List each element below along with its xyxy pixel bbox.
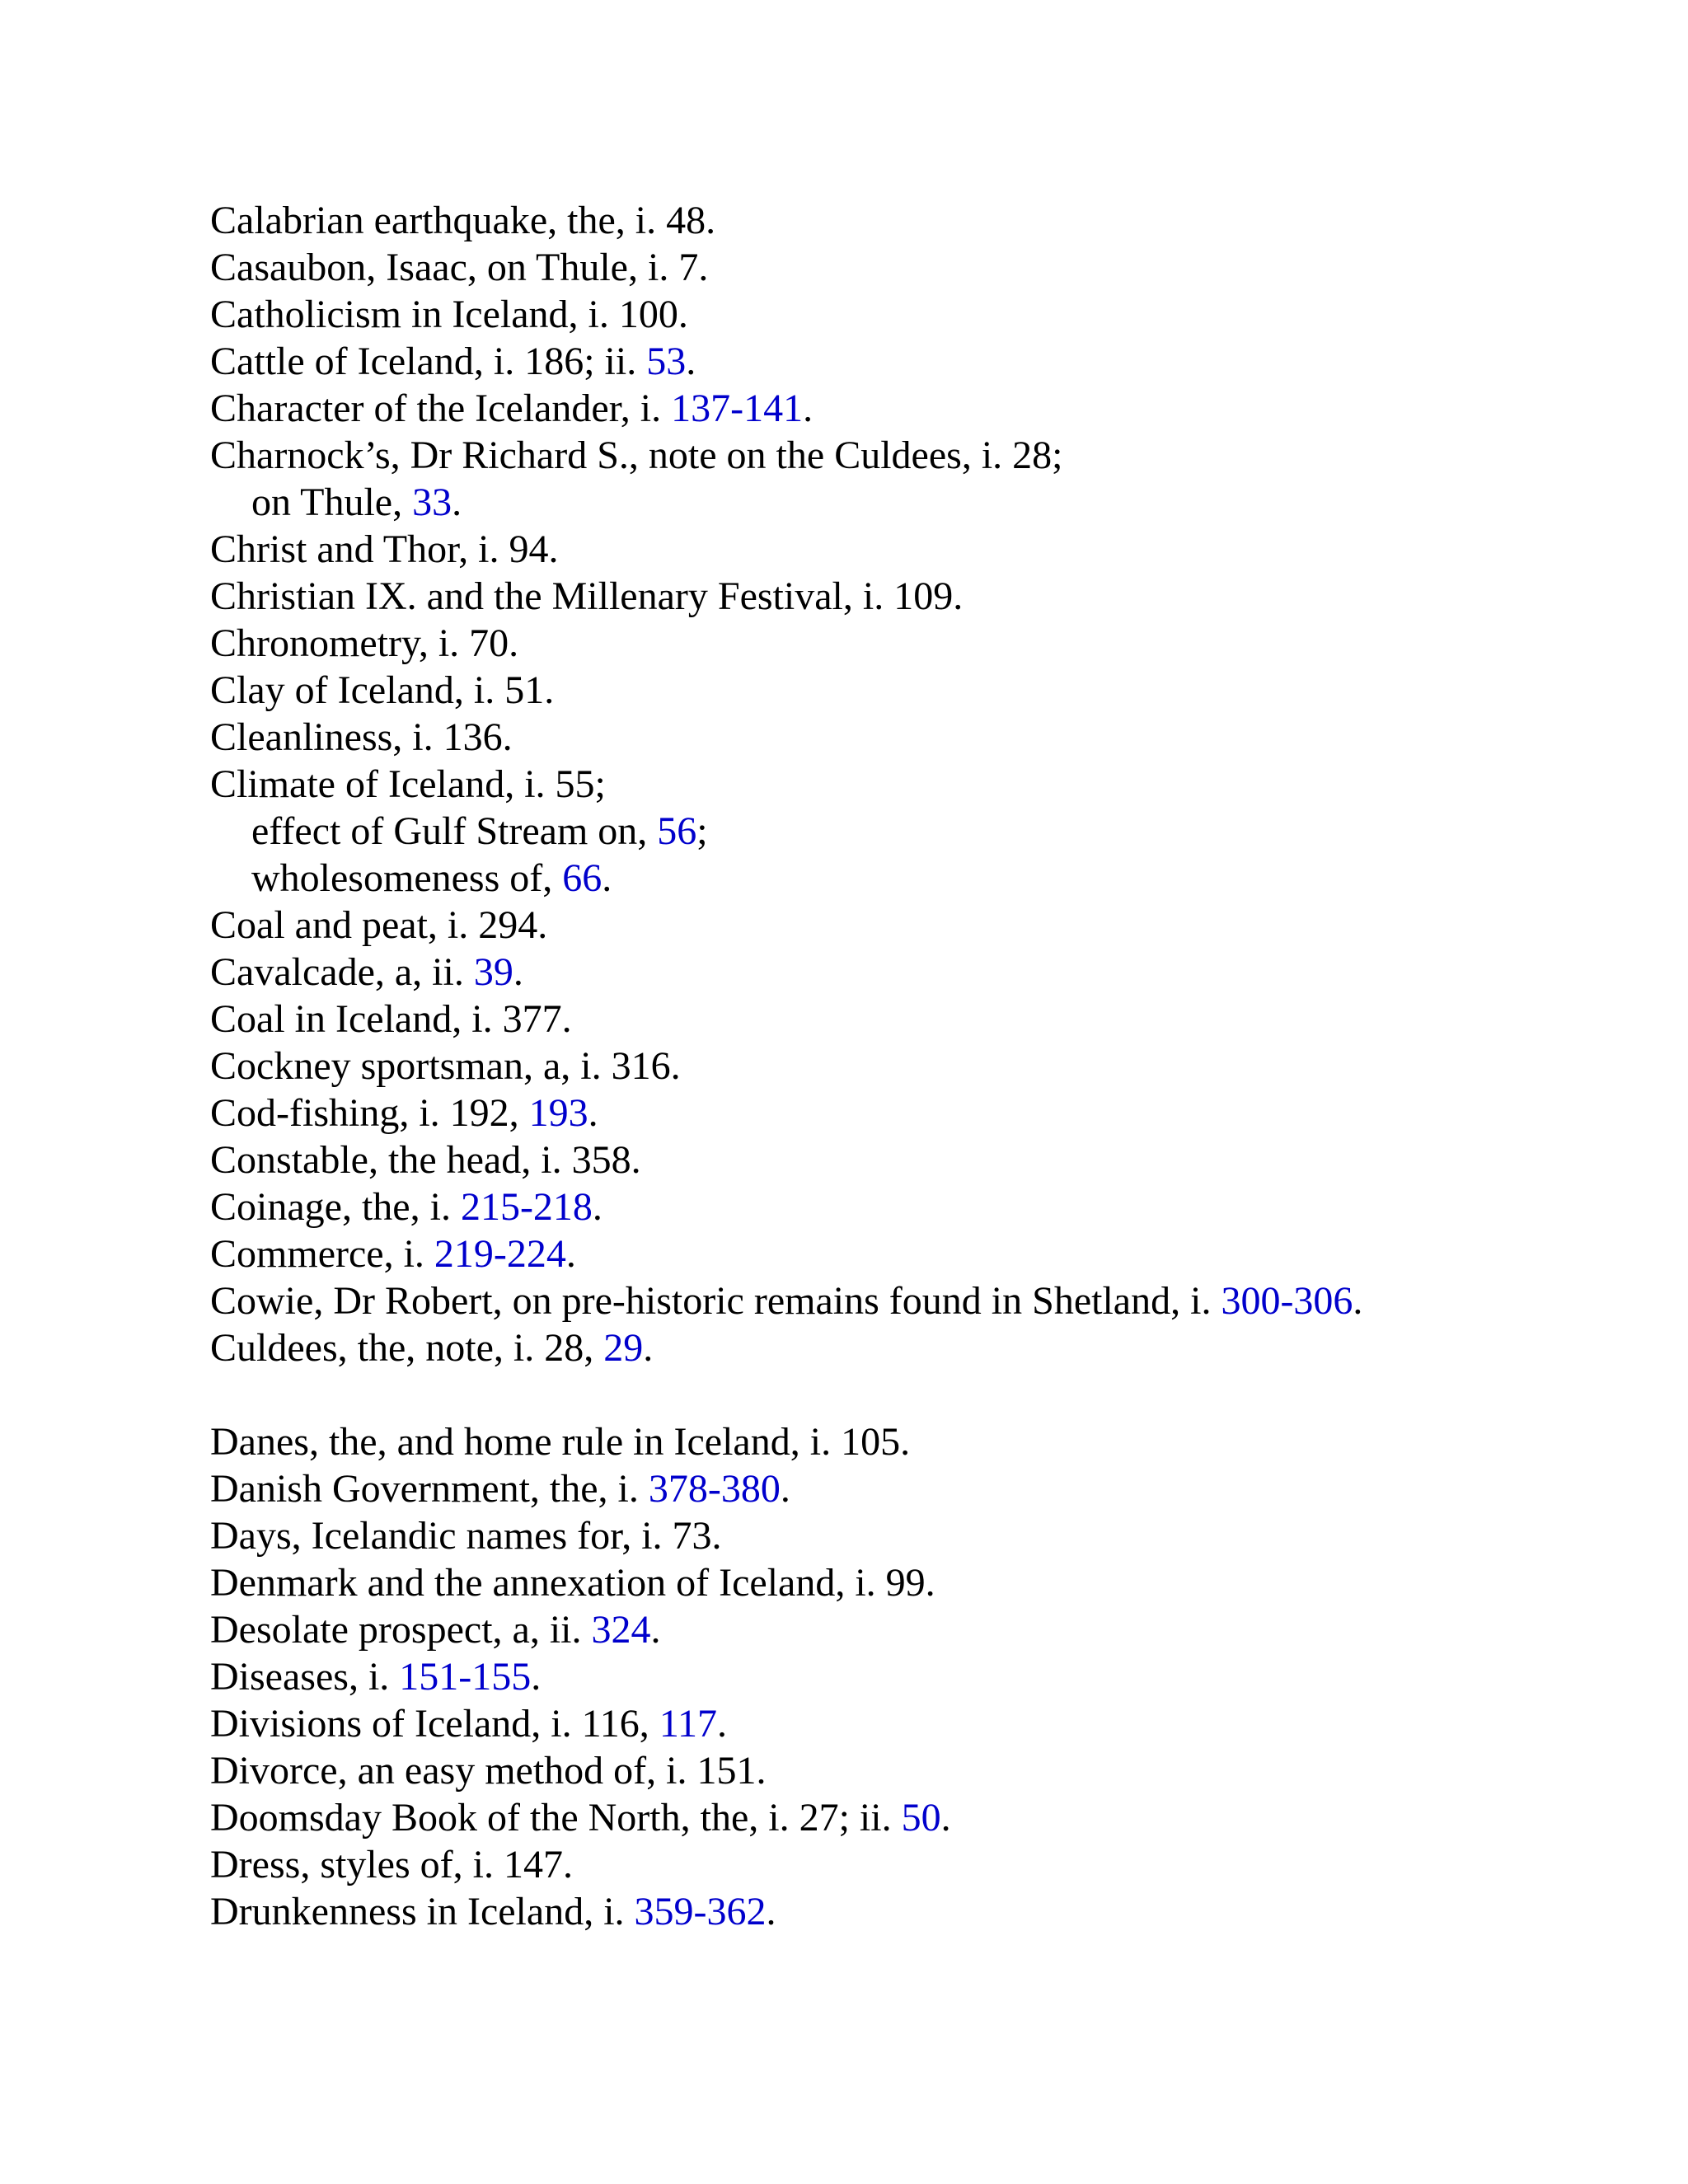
entry-text: Cleanliness, i. 136. xyxy=(210,715,513,759)
page-reference-link[interactable]: 33 xyxy=(412,480,452,524)
entry-text: . xyxy=(513,950,523,994)
entry-text: Diseases, i. xyxy=(210,1655,400,1699)
entry-text: . xyxy=(643,1326,654,1370)
section-gap xyxy=(210,1371,1661,1418)
index-entry xyxy=(210,291,1661,338)
index-entry xyxy=(210,1090,1661,1137)
page-reference-link[interactable]: 50 xyxy=(901,1796,941,1840)
entry-text: on Thule, xyxy=(251,480,413,524)
entry-text: Coal in Iceland, i. 377. xyxy=(210,997,572,1041)
page-reference-link[interactable]: 117 xyxy=(659,1702,718,1746)
index-entry xyxy=(210,1418,1661,1465)
entry-text: Christian IX. and the Millenary Festival, i. 109. xyxy=(210,574,964,618)
entry-text: . xyxy=(565,1232,576,1276)
page-reference-link[interactable]: 378-380 xyxy=(648,1467,781,1511)
entry-text: Divisions of Iceland, i. 116, xyxy=(210,1702,659,1746)
entry-text: Casaubon, Isaac, on Thule, i. 7. xyxy=(210,246,709,289)
page-reference-link[interactable]: 193 xyxy=(528,1091,588,1135)
entry-text: Chronometry, i. 70. xyxy=(210,621,519,665)
entry-text: Danes, the, and home rule in Iceland, i. 105. xyxy=(210,1420,911,1464)
entry-text: Calabrian earthquake, the, i. 48. xyxy=(210,199,716,242)
index-entry xyxy=(210,432,1661,479)
index-entry xyxy=(210,1465,1661,1512)
index-entry xyxy=(210,1183,1661,1230)
page-reference-link[interactable]: 39 xyxy=(473,950,513,994)
page-reference-link[interactable]: 219-224 xyxy=(434,1232,566,1276)
entry-text: Coal and peat, i. 294. xyxy=(210,903,548,947)
entry-text: . xyxy=(1353,1279,1363,1323)
index-entry xyxy=(210,1277,1661,1324)
index-entry xyxy=(210,526,1661,573)
index-entry xyxy=(210,996,1661,1043)
index-list xyxy=(210,197,1661,1935)
entry-text: . xyxy=(602,856,612,900)
index-entry xyxy=(210,1700,1661,1747)
index-entry xyxy=(210,1653,1661,1700)
index-entry xyxy=(210,1747,1661,1794)
page-reference-link[interactable]: 137-141 xyxy=(671,387,804,430)
page-reference-link[interactable]: 29 xyxy=(603,1326,644,1370)
entry-text: Culdees, the, note, i. 28, xyxy=(210,1326,604,1370)
index-entry xyxy=(210,338,1661,385)
entry-text: . xyxy=(803,387,814,430)
index-entry xyxy=(210,902,1661,949)
entry-text: Dress, styles of, i. 147. xyxy=(210,1843,573,1886)
index-subentry xyxy=(210,479,1661,526)
entry-text: Constable, the head, i. 358. xyxy=(210,1138,641,1182)
index-entry xyxy=(210,1606,1661,1653)
page-reference-link[interactable]: 151-155 xyxy=(399,1655,532,1699)
page-reference-link[interactable]: 324 xyxy=(591,1608,651,1652)
index-entry xyxy=(210,1137,1661,1183)
entry-text: Catholicism in Iceland, i. 100. xyxy=(210,293,688,336)
entry-text: Cod-fishing, i. 192, xyxy=(210,1091,529,1135)
index-entry xyxy=(210,244,1661,291)
entry-text: ; xyxy=(696,809,708,853)
entry-text: Drunkenness in Iceland, i. xyxy=(210,1890,635,1933)
index-entry xyxy=(210,949,1661,996)
index-subentry xyxy=(210,855,1661,902)
entry-text: . xyxy=(766,1890,776,1933)
index-entry xyxy=(210,1559,1661,1606)
entry-text: wholesomeness of, xyxy=(251,856,563,900)
index-entry xyxy=(210,1230,1661,1277)
page-reference-link[interactable]: 215-218 xyxy=(460,1185,593,1229)
entry-text: . xyxy=(650,1608,661,1652)
entry-text: Cockney sportsman, a, i. 316. xyxy=(210,1044,681,1088)
entry-text: Cattle of Iceland, i. 186; ii. xyxy=(210,340,647,383)
page-reference-link[interactable]: 53 xyxy=(646,340,687,383)
index-entry xyxy=(210,1841,1661,1888)
entry-text: Cavalcade, a, ii. xyxy=(210,950,474,994)
entry-text: . xyxy=(531,1655,542,1699)
index-entry xyxy=(210,1888,1661,1935)
entry-text: Charnock’s, Dr Richard S., note on the Culdees, i. 28; xyxy=(210,434,1063,477)
entry-text: . xyxy=(686,340,696,383)
entry-text: effect of Gulf Stream on, xyxy=(251,809,658,853)
index-entry xyxy=(210,620,1661,667)
entry-text: Character of the Icelander, i. xyxy=(210,387,672,430)
entry-text: Coinage, the, i. xyxy=(210,1185,461,1229)
entry-text: . xyxy=(452,480,462,524)
index-entry xyxy=(210,761,1661,808)
index-entry xyxy=(210,1043,1661,1090)
entry-text: . xyxy=(592,1185,603,1229)
index-entry xyxy=(210,1324,1661,1371)
entry-text: Commerce, i. xyxy=(210,1232,434,1276)
entry-text: Climate of Iceland, i. 55; xyxy=(210,762,606,806)
entry-text: Doomsday Book of the North, the, i. 27; ii. xyxy=(210,1796,902,1840)
index-entry xyxy=(210,1512,1661,1559)
entry-text: . xyxy=(717,1702,728,1746)
index-entry xyxy=(210,573,1661,620)
entry-text: Days, Icelandic names for, i. 73. xyxy=(210,1514,722,1558)
page-reference-link[interactable]: 56 xyxy=(657,809,697,853)
entry-text: . xyxy=(588,1091,598,1135)
entry-text: . xyxy=(940,1796,951,1840)
entry-text: Danish Government, the, i. xyxy=(210,1467,649,1511)
index-entry xyxy=(210,667,1661,714)
index-entry xyxy=(210,197,1661,244)
entry-text: . xyxy=(780,1467,790,1511)
entry-text: Christ and Thor, i. 94. xyxy=(210,527,559,571)
index-entry xyxy=(210,714,1661,761)
entry-text: Clay of Iceland, i. 51. xyxy=(210,668,555,712)
index-subentry xyxy=(210,808,1661,855)
entry-text: Denmark and the annexation of Iceland, i. 99. xyxy=(210,1561,935,1605)
page-reference-link[interactable]: 66 xyxy=(562,856,603,900)
entry-text: Cowie, Dr Robert, on pre-historic remains found in Shetland, i. xyxy=(210,1279,1221,1323)
page-reference-link[interactable]: 300-306 xyxy=(1221,1279,1353,1323)
page-reference-link[interactable]: 359-362 xyxy=(634,1890,767,1933)
index-entry xyxy=(210,1794,1661,1841)
entry-text: Desolate prospect, a, ii. xyxy=(210,1608,592,1652)
index-entry xyxy=(210,385,1661,432)
entry-text: Divorce, an easy method of, i. 151. xyxy=(210,1749,767,1793)
